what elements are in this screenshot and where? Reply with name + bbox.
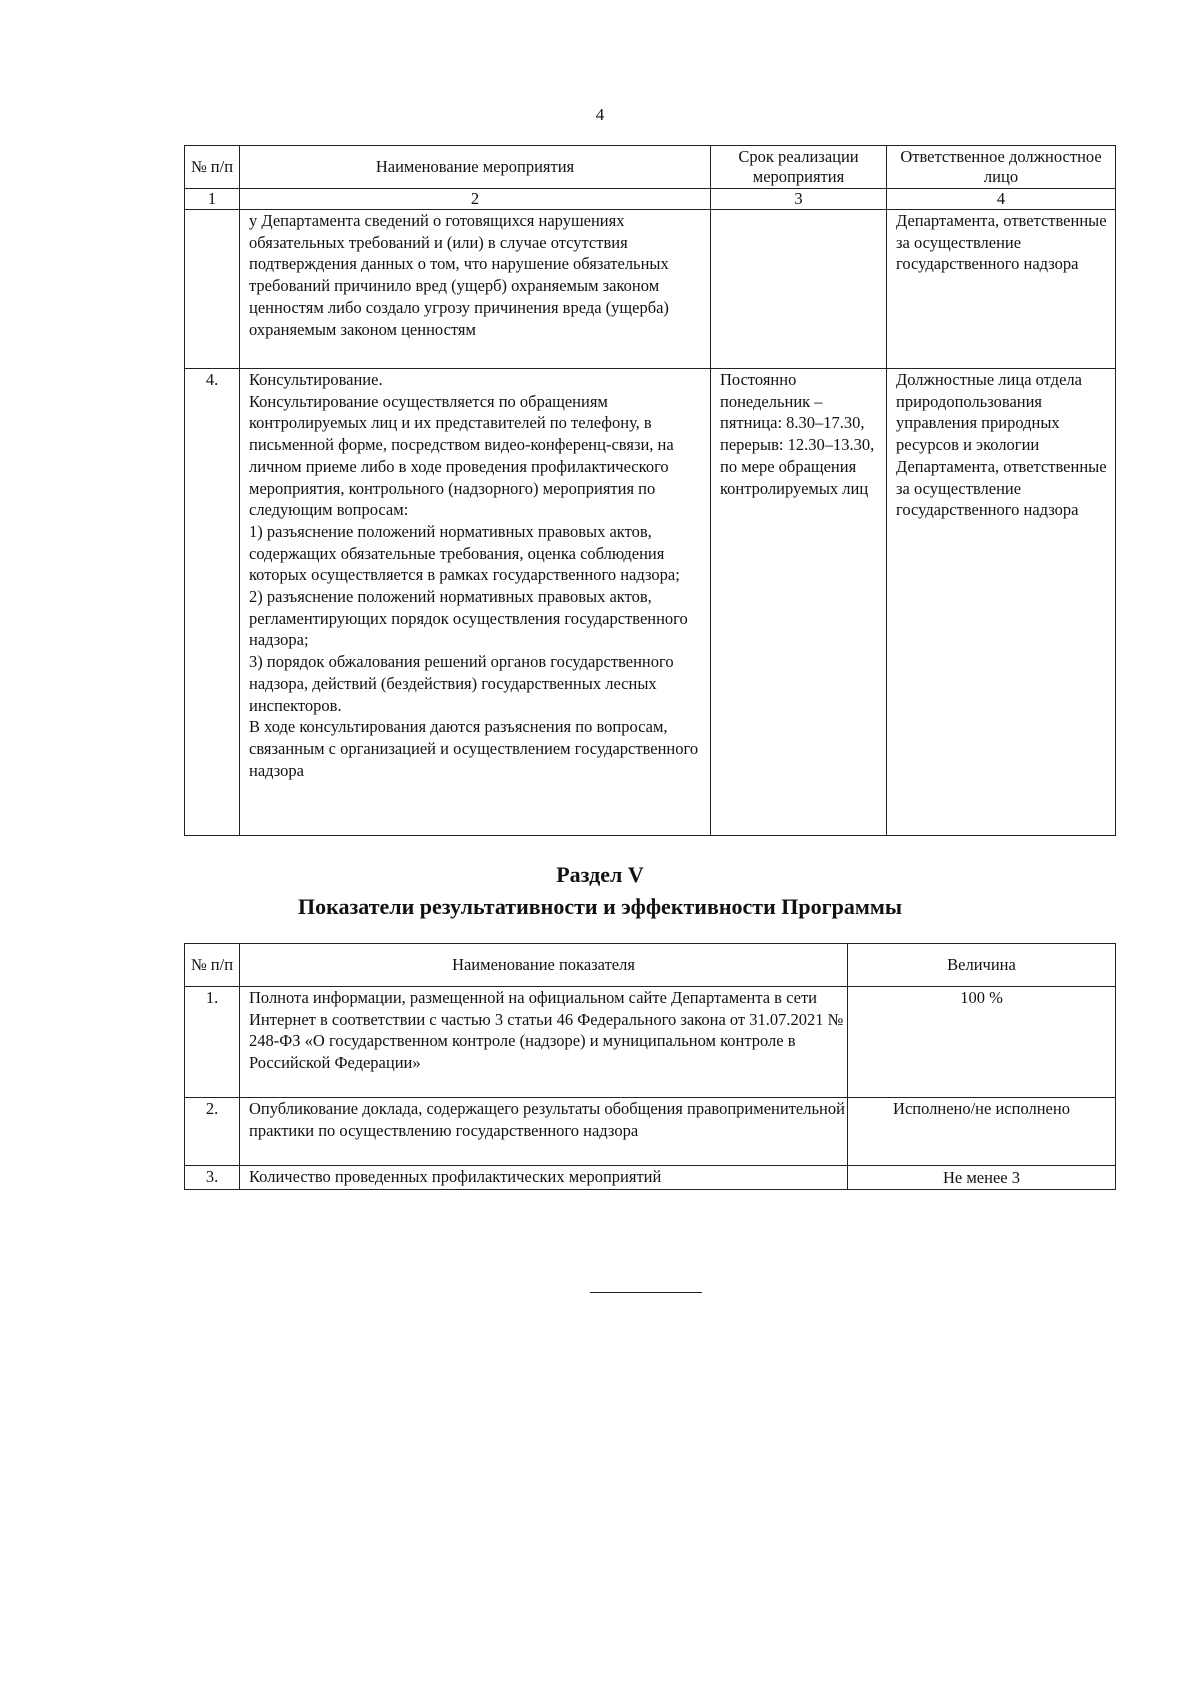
header-indicator-name: Наименование показателя [240, 944, 848, 987]
header-term: Срок реализации мероприятия [711, 146, 887, 189]
table-row [185, 210, 1116, 369]
header-num: № п/п [185, 146, 240, 189]
row-indicator-name: Количество проведенных профилактических мероприятий [240, 1166, 848, 1190]
row-value: Исполнено/не исполнено [848, 1098, 1116, 1166]
row-value: 100 % [848, 987, 1116, 1098]
header-event-name: Наименование мероприятия [240, 146, 711, 189]
row-num [185, 210, 240, 369]
table-row [185, 369, 1116, 836]
row-term: Постоянно понедельник – пятница: 8.30–17.30, перерыв: 12.30–13.30, по мере обращения контролируемых лиц [711, 369, 887, 836]
section-subtitle: Показатели результативности и эффективности Программы [297, 894, 903, 919]
column-number: 3 [711, 189, 887, 210]
row-responsible: Департамента, ответственные за осуществление государственного надзора [887, 210, 1116, 369]
header-responsible: Ответственное должностное лицо [887, 146, 1116, 189]
column-numbers-row [185, 189, 1116, 210]
header-num: № п/п [185, 944, 240, 987]
row-num: 2. [185, 1098, 240, 1166]
column-number: 2 [240, 189, 711, 210]
section-title: Раздел V [556, 862, 644, 887]
column-number: 4 [887, 189, 1116, 210]
indicators-table [184, 943, 1116, 1190]
row-responsible: Должностные лица отдела природопользования управления природных ресурсов и экологии Департамента, ответственные за осуществление государственного надзора [887, 369, 1116, 836]
events-table [184, 145, 1116, 836]
row-term [711, 210, 887, 369]
row-indicator-name: Опубликование доклада, содержащего результаты обобщения правоприменительной практики по осуществлению государственного надзора [240, 1098, 848, 1166]
column-number: 1 [185, 189, 240, 210]
row-indicator-name: Полнота информации, размещенной на официальном сайте Департамента в сети Интернет в соответствии с частью 3 статьи 46 Федерального закона от 31.07.2021 № 248-ФЗ «О государственном контроле (надзоре) и муниципальном контроле в Российской Федерации» [240, 987, 848, 1098]
row-num: 4. [185, 369, 240, 836]
closing-rule [590, 1292, 702, 1293]
row-event-name: у Департамента сведений о готовящихся нарушениях обязательных требований и (или) в случае отсутствия подтверждения данных о том, что нарушение обязательных требований причинило вред (ущерб) охраняемым законом ценностям либо создало угрозу причинения вреда (ущерба) охраняемым законом ценностям [240, 210, 711, 369]
row-num: 3. [185, 1166, 240, 1190]
row-event-name: Консультирование. Консультирование осуществляется по обращениям контролируемых лиц и их представителей по телефону, в письменной форме, посредством видео-конференц-связи, на личном приеме либо в ходе проведения профилактического мероприятия, контрольного (надзорного) мероприятия по следующим вопросам: 1) разъяснение положений нормативных правовых актов, содержащих обязательные требования, оценка соблюдения которых осуществляется в рамках государственного надзора; 2) разъяснение положений нормативных правовых актов, регламентирующих порядок осуществления государственного надзора; 3) порядок обжалования решений органов государственного надзора, действий (бездействия) государственных лесных инспекторов. В ходе консультирования даются разъяснения по вопросам, связанным с организацией и осуществлением государственного надзора [240, 369, 711, 836]
table-row [185, 1098, 1116, 1166]
page-number: 4 [595, 105, 605, 124]
header-value: Величина [848, 944, 1116, 987]
row-value: Не менее 3 [848, 1166, 1116, 1190]
indicators-table-header [185, 944, 1116, 987]
events-table-header [185, 146, 1116, 189]
row-num: 1. [185, 987, 240, 1098]
table-row [185, 987, 1116, 1098]
table-row [185, 1166, 1116, 1190]
